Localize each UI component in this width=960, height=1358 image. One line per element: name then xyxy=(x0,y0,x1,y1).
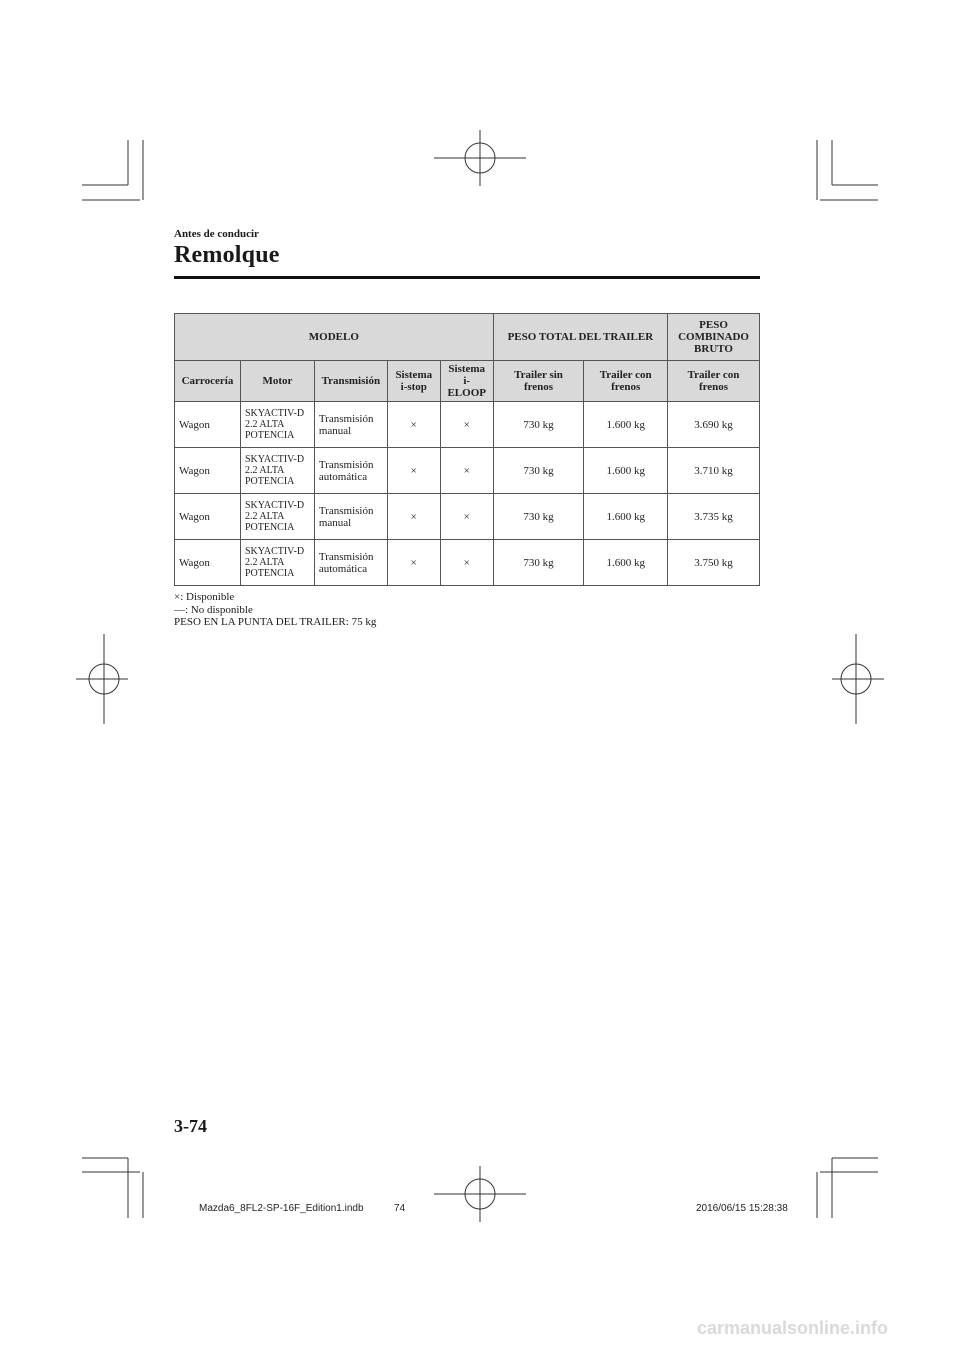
gross-combined-cell: 3.750 kg xyxy=(668,540,760,586)
group-header-peso-total xyxy=(493,314,667,361)
trailer-unbraked-cell: 730 kg xyxy=(493,402,584,448)
engine-cell: SKYACTIV-D 2.2 ALTA POTENCIA xyxy=(240,494,314,540)
legend-available: ×: Disponible xyxy=(174,591,235,603)
gross-combined-cell: 3.690 kg xyxy=(668,402,760,448)
watermark-text: carmanualsonline.info xyxy=(697,1318,889,1338)
table-row xyxy=(175,540,760,586)
gross-combined-cell: 3.735 kg xyxy=(668,494,760,540)
ieloop-cell: × xyxy=(440,402,493,448)
footer-filename: Mazda6_8FL2-SP-16F_Edition1.indb xyxy=(199,1203,364,1214)
istop-cell: × xyxy=(387,402,440,448)
footer-file-page: 74 xyxy=(394,1203,406,1214)
group-header-peso-total-text: PESO TOTAL DEL TRAILER xyxy=(507,331,654,343)
tongue-weight-note: PESO EN LA PUNTA DEL TRAILER: 75 kg xyxy=(174,616,377,628)
table-row xyxy=(175,402,760,448)
trailer-braked-cell: 1.600 kg xyxy=(584,540,668,586)
legend xyxy=(174,591,376,629)
trailer-unbraked-cell: 730 kg xyxy=(493,494,584,540)
footer-datetime: 2016/06/15 15:28:38 xyxy=(696,1203,788,1214)
column-header: Transmisión xyxy=(314,361,387,402)
body-cell: Wagon xyxy=(175,402,241,448)
transmission-cell: Transmisión automática xyxy=(314,540,387,586)
trailer-unbraked-cell: 730 kg xyxy=(493,448,584,494)
group-header-modelo xyxy=(175,314,494,361)
column-header: Trailer sin frenos xyxy=(493,361,584,402)
transmission-cell: Transmisión manual xyxy=(314,402,387,448)
column-header: Trailer con frenos xyxy=(668,361,760,402)
group-header-row xyxy=(175,314,760,361)
ieloop-cell: × xyxy=(440,540,493,586)
page-title: Remolque xyxy=(174,242,280,268)
gross-combined-cell: 3.710 kg xyxy=(668,448,760,494)
page-number: 3-74 xyxy=(174,1116,207,1136)
column-header: Sistema i-stop xyxy=(387,361,440,402)
engine-cell: SKYACTIV-D 2.2 ALTA POTENCIA xyxy=(240,402,314,448)
section-label: Antes de conducir xyxy=(174,228,259,240)
table-row xyxy=(175,448,760,494)
group-header-peso-combinado-text: PESO COMBINADO BRUTO xyxy=(678,319,749,355)
body-cell: Wagon xyxy=(175,540,241,586)
transmission-cell: Transmisión manual xyxy=(314,494,387,540)
trailer-braked-cell: 1.600 kg xyxy=(584,402,668,448)
engine-cell: SKYACTIV-D 2.2 ALTA POTENCIA xyxy=(240,448,314,494)
group-header-peso-combinado xyxy=(668,314,760,361)
trailer-unbraked-cell: 730 kg xyxy=(493,540,584,586)
column-header: Sistema i-ELOOP xyxy=(440,361,493,402)
body-cell: Wagon xyxy=(175,494,241,540)
engine-cell: SKYACTIV-D 2.2 ALTA POTENCIA xyxy=(240,540,314,586)
trailer-braked-cell: 1.600 kg xyxy=(584,448,668,494)
column-header-row xyxy=(175,361,760,402)
group-header-modelo-text: MODELO xyxy=(308,331,359,343)
ieloop-cell: × xyxy=(440,494,493,540)
body-cell: Wagon xyxy=(175,448,241,494)
ieloop-cell: × xyxy=(440,448,493,494)
column-header: Carrocería xyxy=(175,361,241,402)
transmission-cell: Transmisión automática xyxy=(314,448,387,494)
table-row xyxy=(175,494,760,540)
column-header: Motor xyxy=(240,361,314,402)
column-header: Trailer con frenos xyxy=(584,361,668,402)
trailer-braked-cell: 1.600 kg xyxy=(584,494,668,540)
istop-cell: × xyxy=(387,540,440,586)
istop-cell: × xyxy=(387,448,440,494)
towing-spec-table xyxy=(174,313,760,586)
legend-not-available: —: No disponible xyxy=(174,603,253,616)
title-rule xyxy=(174,276,760,279)
istop-cell: × xyxy=(387,494,440,540)
